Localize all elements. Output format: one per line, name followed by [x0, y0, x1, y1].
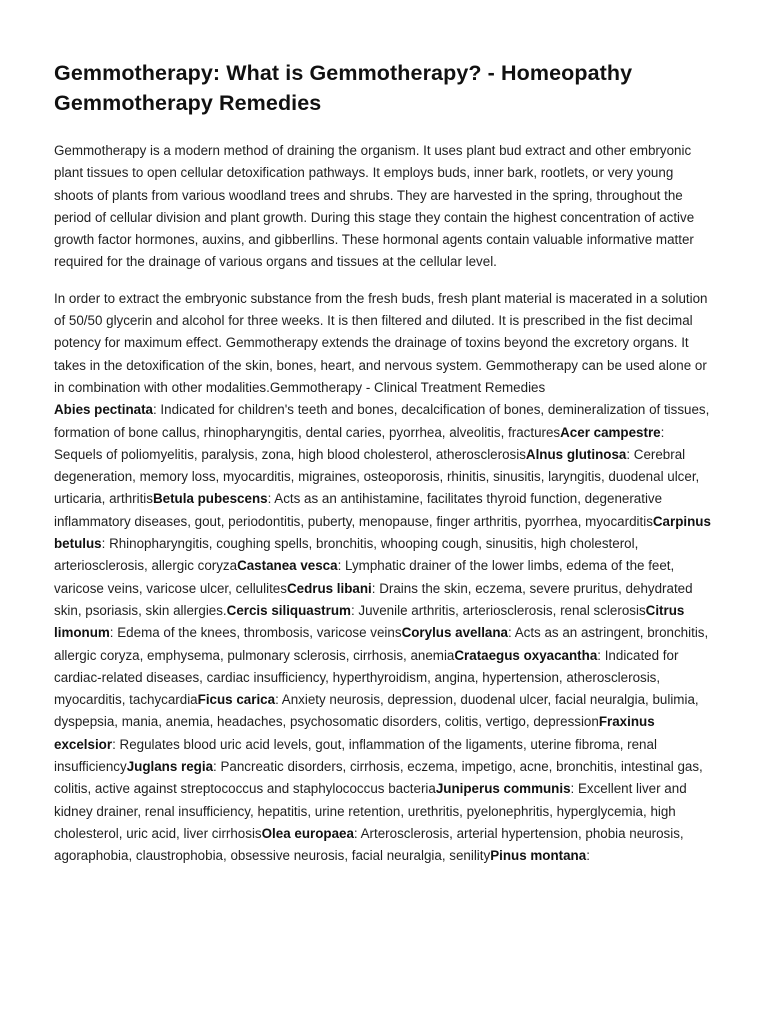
document-page	[54, 58, 714, 868]
remedy-name: Alnus glutinosa	[525, 446, 627, 462]
remedy-description: : Juvenile arthritis, arteriosclerosis, renal sclerosis	[350, 602, 646, 618]
remedy-name: Cedrus libani	[286, 580, 372, 596]
remedy-description: : Acts as an astringent, bronchitis, allergic coryza, emphysema, pulmonary sclerosis, cirrhosis, anemia	[54, 625, 709, 663]
remedy-description: : Anxiety neurosis, depression, duodenal ulcer, facial neuralgia, bulimia, dyspepsia, mania, anemia, headaches, psychosomatic disorders, colitis, vertigo, depression	[54, 692, 699, 730]
remedy-description: : Excellent liver and kidney drainer, renal insufficiency, hepatitis, urine retention, urethritis, pyelonephritis, hyperglycemia, high cholesterol, uric acid, liver cirrhosis	[54, 781, 687, 841]
remedy-description: : Sequels of poliomyelitis, paralysis, zona, high blood cholesterol, atherosclerosis	[54, 424, 665, 462]
remedy-name: Corylus avellana	[401, 625, 508, 641]
remedy-description: : Drains the skin, eczema, severe pruritus, dehydrated skin, psoriasis, skin allergies.	[54, 580, 693, 618]
remedy-name: Castanea vesca	[237, 558, 338, 574]
page-title: Gemmotherapy: What is Gemmotherapy? - Homeopathy Gemmotherapy Remedies	[54, 61, 633, 115]
remedy-name: Pinus montana	[490, 848, 587, 864]
remedy-name: Abies pectinata	[54, 402, 153, 418]
remedy-name: Juniperus communis	[435, 781, 571, 797]
remedy-name: Fraxinus excelsior	[54, 714, 655, 752]
remedy-description: :	[586, 848, 590, 864]
remedies-list	[54, 399, 714, 867]
remedy-description: : Indicated for cardiac-related diseases, cardiac insufficiency, hyperthyroidism, angina, hypertension, atherosclerosis, myocarditis, tachycardia	[54, 647, 679, 708]
remedy-description: : Edema of the knees, thrombosis, varicose veins	[109, 625, 402, 641]
remedy-name: Crataegus oxyacantha	[454, 647, 598, 663]
remedy-name: Juglans regia	[126, 759, 214, 775]
remedy-description: : Arterosclerosis, arterial hypertension, phobia neurosis, agoraphobia, claustrophobia, obsessive neurosis, facial neuralgia, senility	[54, 825, 684, 864]
intro-paragraph: Gemmotherapy is a modern method of draining the organism. It uses plant bud extract and other embryonic plant tissues to open cellular detoxification pathways. It employs buds, inner bark, rootlets, or very young shoots of plants from various woodland trees and shrubs. They are harvested in the spring, throughout the period of cellular division and plant growth. During this stage they contain the highest concentration of active growth factor hormones, auxins, and gibberllins. These hormonal agents contain valuable informative matter required for the drainage of various organs and tissues at the cellular level.	[54, 143, 695, 270]
remedy-name: Olea europaea	[261, 825, 354, 841]
remedy-description: : Indicated for children's teeth and bones, decalcification of bones, demineralization of tissues, formation of bone callus, rhinopharyngitis, dental caries, pyorrhea, alveolitis, fractures	[54, 402, 710, 440]
remedy-name: Cercis siliquastrum	[226, 602, 351, 618]
remedy-name: Carpinus betulus	[54, 513, 711, 552]
remedy-name: Acer campestre	[560, 424, 661, 440]
remedy-description: : Pancreatic disorders, cirrhosis, eczema, impetigo, acne, bronchitis, intestinal gas, colitis, active against streptococcus and staphylococcus bacteria	[54, 759, 703, 797]
remedy-description: : Lymphatic drainer of the lower limbs, edema of the feet, varicose veins, varicose ulcer, cellulites	[54, 558, 675, 596]
remedy-description: : Rhinopharyngitis, coughing spells, bronchitis, whooping cough, sinusitis, high cholesterol, arteriosclerosis, allergic coryza	[54, 536, 639, 574]
remedy-description: : Cerebral degeneration, memory loss, myocarditis, migraines, osteoporosis, rhinitis, sinusitis, laryngitis, duodenal ulcer, urticaria, arthritis	[54, 446, 700, 507]
remedy-description: : Regulates blood uric acid levels, gout, inflammation of the ligaments, uterine fibroma, renal insufficiency	[54, 736, 657, 775]
extraction-paragraph: In order to extract the embryonic substance from the fresh buds, fresh plant material is macerated in a solution of 50/50 glycerin and alcohol for three weeks. It is then filtered and diluted. It is prescribed in the fist decimal potency for maximum effect. Gemmotherapy extends the drainage of toxins beyond the excretory organs. It takes in the detoxification of the skin, bones, heart, and nervous system. Gemmotherapy can be used alone or in combination with other modalities.Gemmotherapy - Clinical Treatment Remedies	[54, 290, 708, 395]
remedy-name: Citrus limonum	[54, 602, 685, 641]
remedy-name: Ficus carica	[197, 692, 276, 708]
remedy-name: Betula pubescens	[152, 491, 268, 507]
remedy-description: : Acts as an antihistamine, facilitates thyroid function, degenerative inflammatory diseases, gout, periodontitis, puberty, menopause, finger arthritis, pyorrhea, myocarditis	[54, 491, 663, 529]
